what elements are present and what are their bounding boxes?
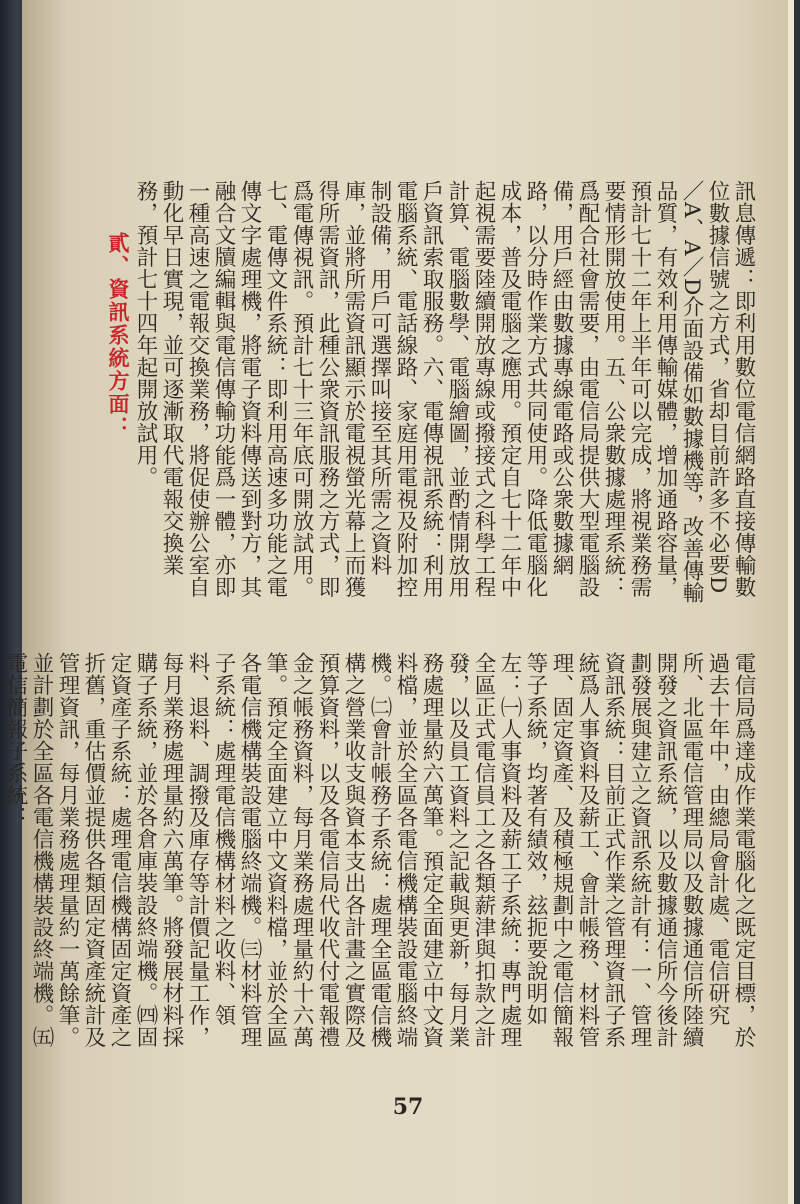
page-number: 57 <box>392 1094 424 1120</box>
lower-text-block: 電信局爲達成作業電腦化之既定目標，於過去十年中，由總局會計處、電信研究所、北區電信管理局以及數據通信所陸續開發之資訊系統，以及數據通信所今後計劃發展與建立之資訊系統計有：一、管理資訊系統：目前正式作業之管理資訊子系統爲人事資料及薪工、會計帳務、材料管理、固定資產、及積極規劃中之電信簡報等子系統，均著有績效，玆扼要說明如左：㈠人事資料及薪工子系統：專門處理全區正式電信員工之各類薪津與扣款之計發，以及員工資料之記載與更新，每月業務處理量約六萬筆。預定全面建立中文資料檔，並於全區各電信機構裝設電腦終端機。㈡會計帳務子系統：處理全區電信機構之營業收支與資本支出各計畫之實際及預算資料，以及各電信局代收代付電報禮金之帳務資料，每月業務處理量約十六萬筆。預定全面建立中文資料檔，並於全區各電信機構裝設電腦終端機。㈢材料管理子系統：處理電信機構材料之收料、領料、退料、調撥及庫存等計價記量工作，每月業務處理量約六萬筆。將發展材料採購子系統，並於各倉庫裝設終端機。㈣固定資產子系統：處理電信機構固定資產之折舊，重估價並提供各類固定資產統計及管理資訊，每月業務處理量約一萬餘筆。並計劃於全區各電信機構裝設終端機。㈤電信簡報子系統： <box>3 652 756 1048</box>
page-edge <box>788 0 794 1204</box>
side-heading: 貳、資訊系統方面： <box>106 232 131 439</box>
book-page <box>3 0 794 1204</box>
upper-text-block: 訊息傳遞：即利用數位電信網路直接傳輸數位數據信號之方式，省却目前許多不必要D／A、A／D介面設備如數據機等，改善傳輸品質，有效利用傳輸媒體，增加通路容量，預計七十二年上半年可以完成，將視業務需要情形開放使用。五、公衆數據處理系統：爲配合社會需要，由電信局提供大型電腦設備，用戶經由數據專線電路或公衆數據網路，以分時作業方式共同使用。降低電腦化成本，普及電腦之應用。預定自七十二年中起視需要陸續開放專線或撥接式之科學工程計算、電腦數學、電腦繪圖，並酌情開放用戶資訊索取服務。六、電傳視訊系統：利用電腦系統、電話線路、家庭用電視及附加控制設備，用戶可選擇叫接至其所需之資料庫，並將所需資訊顯示於電視螢光幕上而獲得所需資訊，此種公衆資訊服務之方式，即爲電傳視訊。預計七十三年底可開放試用。七、電傳文件系統：即利用高速多功能之電傳文字處理機，將電子資料傳送到對方，其融合文牘編輯與電信傳輸功能爲一體，亦即一種高速之電報交換業務，將促使辦公室自動化早日實現，並可逐漸取代電報交換業務，預計七十四年起開放試用。 <box>133 180 756 604</box>
